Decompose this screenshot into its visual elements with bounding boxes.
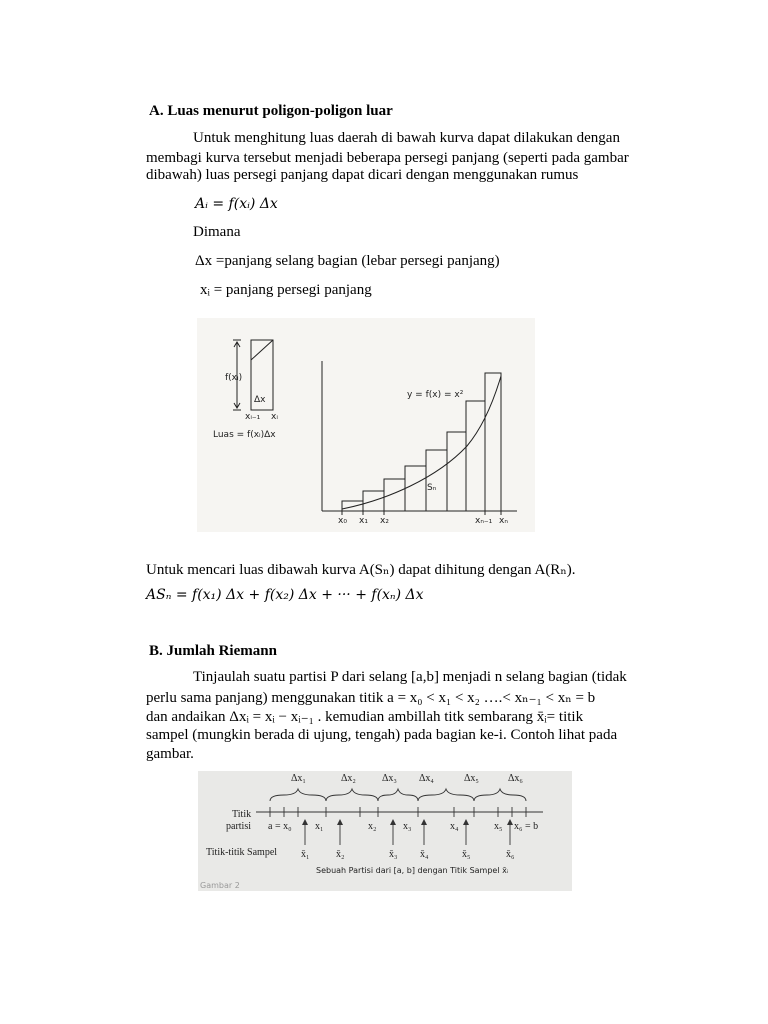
fig1-tick-xn: xₙ: [499, 516, 508, 526]
fig1-sn-label: Sₙ: [427, 483, 437, 493]
fig2-partition-a-x0: a = x₀: [268, 821, 292, 832]
section-a-para-line-2: membagi kurva tersebut menjadi beberapa persegi panjang (seperti pada gambar: [146, 150, 629, 166]
partition-figure: [198, 771, 572, 891]
fig2-sampel-label: Titik-titik Sampel: [206, 847, 278, 858]
area-explanation-line: Untuk mencari luas dibawah kurva A(Sₙ) dapat dihitung dengan A(Rₙ).: [146, 562, 576, 578]
section-a-para-line-1: Untuk menghitung luas daerah di bawah kurva dapat dilakukan dengan: [193, 130, 620, 146]
fig2-sample-6: x̄₆: [506, 849, 515, 860]
fig1-curve-label: y = f(x) = x²: [407, 390, 464, 400]
section-a-para-line-3: dibawah) luas persegi panjang dapat dicari dengan menggunakan rumus: [146, 167, 579, 183]
section-b-para-line-1: Tinjaulah suatu partisi P dari selang [a,b] menjadi n selang bagian (tidak: [193, 669, 627, 685]
fig1-f-xi-label: f(xᵢ): [225, 373, 243, 383]
fig2-partition-x4: x₄: [450, 821, 459, 832]
fig2-caption: Sebuah Partisi dari [a, b] dengan Titik Sampel x̄ᵢ: [316, 866, 509, 875]
fig2-partition-x6-b: x₆ = b: [514, 821, 539, 832]
fig1-tick-x1: x₁: [359, 516, 368, 526]
fig1-tick-xn-minus-1: xₙ₋₁: [475, 516, 493, 526]
fig1-xi-minus-1-label: xᵢ₋₁: [245, 412, 261, 422]
fig1-tick-x0: x₀: [338, 516, 347, 526]
fig1-xi-label: xᵢ: [271, 412, 278, 422]
fig2-sample-4: x̄₄: [420, 849, 429, 860]
fig1-delta-x-label: Δx: [254, 395, 266, 405]
section-a-title: A. Luas menurut poligon-poligon luar: [149, 103, 393, 119]
fig2-dx3-label: Δx₃: [382, 773, 397, 784]
fig2-partition-x5: x₅: [494, 821, 503, 832]
delta-x-definition: Δx =panjang selang bagian (lebar persegi panjang): [195, 253, 500, 269]
fig2-corner-label: Gambar 2: [200, 881, 240, 890]
fig2-partition-x3: x₃: [403, 821, 412, 832]
dimana-label: Dimana: [193, 224, 241, 240]
riemann-rectangles-figure: [197, 318, 535, 532]
fig2-dx5-label: Δx₅: [464, 773, 479, 784]
section-b-para-line-2: perlu sama panjang) menggunakan titik a = x₀ < x₁ < x₂ ….< xₙ₋₁ < xₙ = b: [146, 690, 596, 706]
fig2-titik-label: Titik: [232, 809, 252, 820]
section-b-para-line-3: dan andaikan Δxᵢ = xᵢ − xᵢ₋₁ . kemudian ambillah titk sembarang x̄ᵢ= titik: [146, 709, 584, 725]
fig2-dx4-label: Δx₄: [419, 773, 434, 784]
area-formula: Aᵢ = f(xᵢ) Δx: [195, 196, 278, 212]
fig2-partition-x1: x₁: [315, 821, 324, 832]
fig2-partisi-label: partisi: [226, 821, 251, 832]
fig2-sample-2: x̄₂: [336, 849, 345, 860]
fig2-dx2-label: Δx₂: [341, 773, 356, 784]
fig1-area-label: Luas = f(xᵢ)Δx: [213, 430, 276, 440]
riemann-rectangles-drawing: [197, 318, 535, 532]
fig2-sample-3: x̄₃: [389, 849, 398, 860]
section-b-para-line-5: gambar.: [146, 746, 194, 762]
section-b-title: B. Jumlah Riemann: [149, 643, 277, 659]
fig1-tick-x2: x₂: [380, 516, 389, 526]
fig2-partition-x2: x₂: [368, 821, 377, 832]
xi-definition: xᵢ = panjang persegi panjang: [200, 282, 372, 298]
fig2-sample-5: x̄₅: [462, 849, 471, 860]
area-sum-formula: ASₙ = f(x₁) Δx + f(x₂) Δx + ··· + f(xₙ) Δx: [146, 587, 424, 603]
section-b-para-line-4: sampel (mungkin berada di ujung, tengah) pada bagian ke-i. Contoh lihat pada: [146, 727, 618, 743]
fig2-dx6-label: Δx₆: [508, 773, 523, 784]
fig2-dx1-label: Δx₁: [291, 773, 306, 784]
fig2-sample-1: x̄₁: [301, 849, 310, 860]
